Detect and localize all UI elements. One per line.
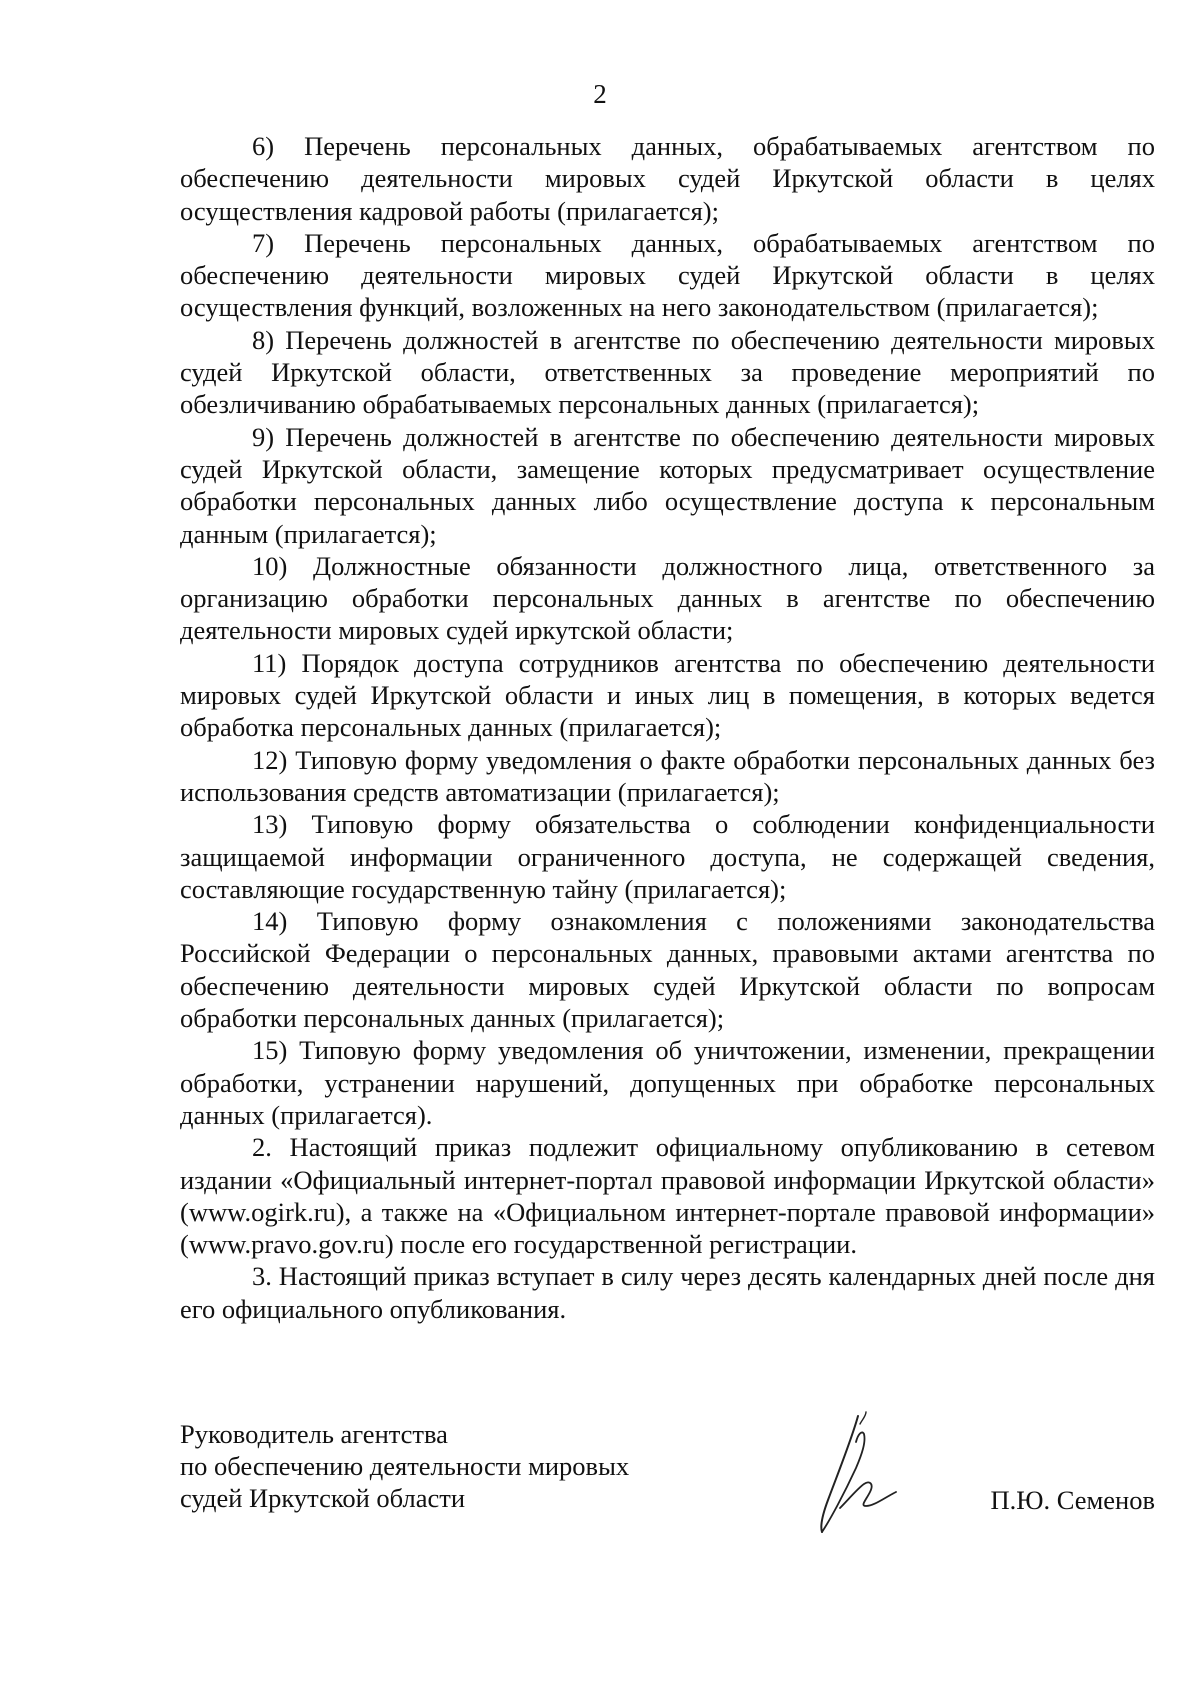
signer-title-line: Руководитель агентства — [180, 1419, 448, 1449]
clause-3-effective-date: 3. Настоящий приказ вступает в силу через десять календарных дней после дня его официального опубликования. — [180, 1261, 1155, 1324]
list-item-10: 10) Должностные обязанности должностного лица, ответственного за организацию обработки персональных данных в агентстве по обеспечению деятельности мировых судей иркутской области; — [180, 550, 1155, 646]
page-number: 2 — [593, 79, 607, 109]
list-item-11: 11) Порядок доступа сотрудников агентства по обеспечению деятельности мировых судей Иркутской области и иных лиц в помещения, в которых ведется обработка персональных данных (прилагается); — [180, 647, 1155, 743]
list-item-8: 8) Перечень должностей в агентстве по обеспечению деятельности мировых судей Иркутской области, ответственных за проведение мероприятий по обезличиванию обрабатываемых персональных данных (прилагается); — [180, 324, 1155, 420]
list-item-6: 6) Перечень персональных данных, обрабатываемых агентством по обеспечению деятельности мировых судей Иркутской области в целях осуществления кадровой работы (прилагается); — [180, 131, 1155, 226]
handwritten-signature — [800, 1408, 910, 1538]
list-item-7: 7) Перечень персональных данных, обрабатываемых агентством по обеспечению деятельности мировых судей Иркутской области в целях осуществления функций, возложенных на него законодательством (прилагается); — [180, 227, 1155, 323]
list-item-14: 14) Типовую форму ознакомления с положениями законодательства Российской Федерации о персональных данных, правовыми актами агентства по обеспечению деятельности мировых судей Иркутской области по вопросам обработки персональных данных (прилагается); — [180, 906, 1155, 1034]
signer-title — [180, 1418, 700, 1514]
list-item-13: 13) Типовую форму обязательства о соблюдении конфиденциальности защищаемой информации ограниченного доступа, не содержащей сведения, составляющие государственную тайну (прилагается); — [180, 809, 1155, 904]
list-item-12: 12) Типовую форму уведомления о факте обработки персональных данных без использования средств автоматизации (прилагается); — [180, 744, 1155, 807]
signature-block — [180, 1418, 1155, 1548]
clause-2-publication: 2. Настоящий приказ подлежит официальному опубликованию в сетевом издании «Официальный интернет-портал правовой информации Иркутской области» (www.ogirk.ru), а также на «Официальном интернет-портале правовой информации» (www.pravo.gov.ru) после его государственной регистрации. — [180, 1132, 1155, 1260]
list-item-15: 15) Типовую форму уведомления об уничтожении, изменении, прекращении обработки, устранении нарушений, допущенных при обработке персональных данных (прилагается). — [180, 1035, 1155, 1130]
list-item-9: 9) Перечень должностей в агентстве по обеспечению деятельности мировых судей Иркутской области, замещение которых предусматривает осуществление обработки персональных данных либо осуществление доступа к персональным данным (прилагается); — [180, 421, 1155, 549]
signer-title-line: судей Иркутской области — [180, 1483, 466, 1513]
signer-name: П.Ю. Семенов — [990, 1485, 1155, 1515]
document-body — [180, 130, 1155, 1325]
signer-title-line: по обеспечению деятельности мировых — [180, 1451, 630, 1481]
